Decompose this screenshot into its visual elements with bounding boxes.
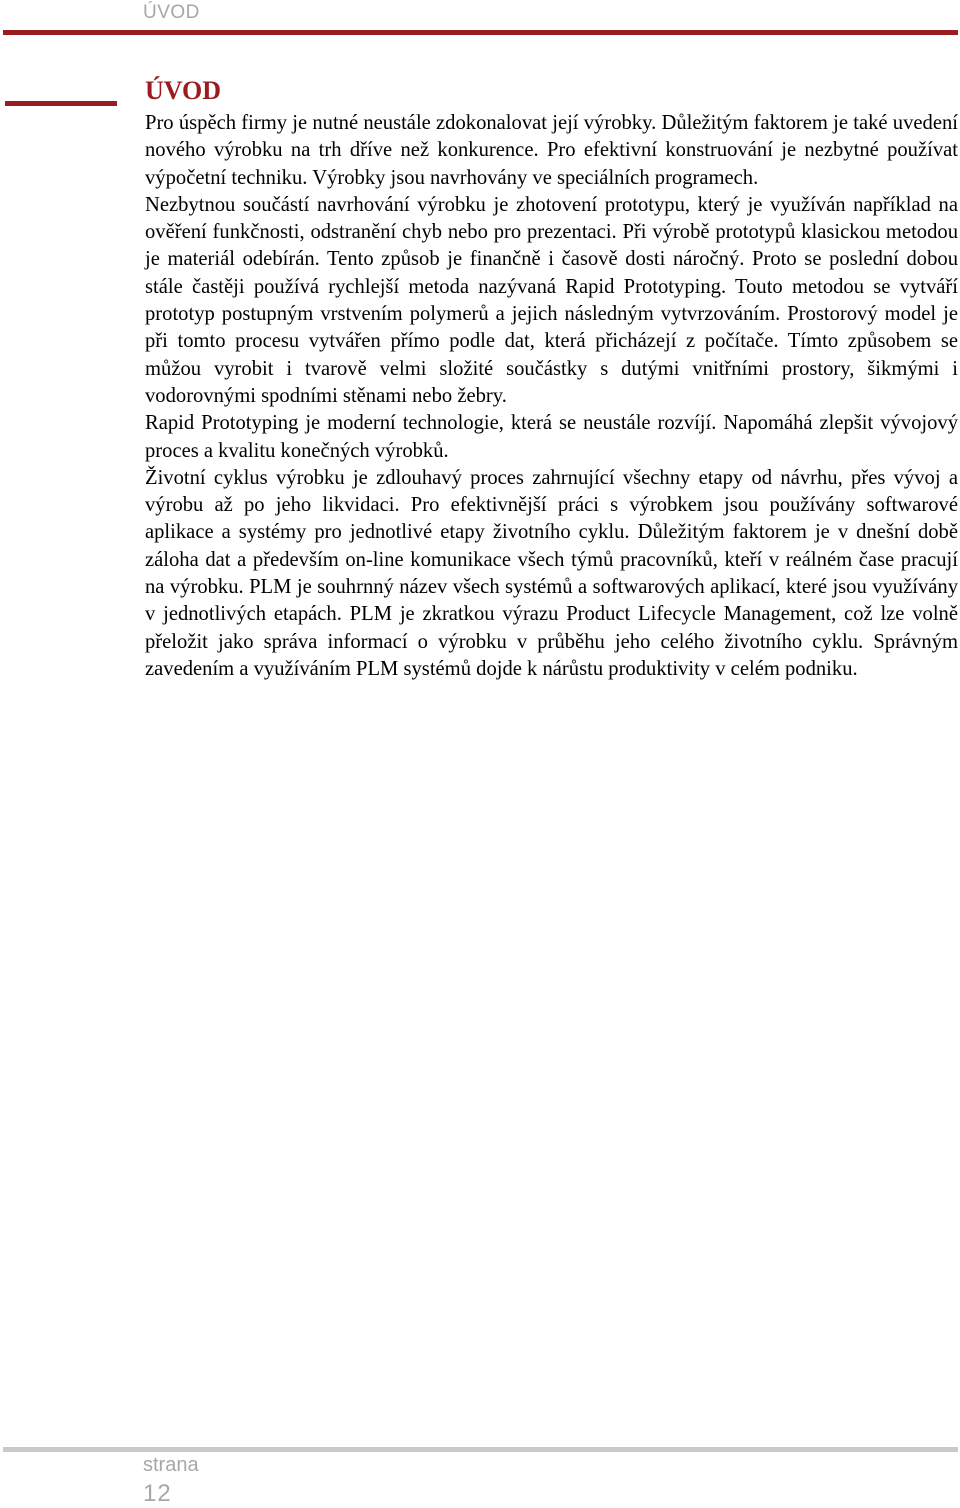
body-text xyxy=(145,110,958,683)
chapter-title: ÚVOD xyxy=(145,76,222,105)
paragraph-plm: Životní cyklus výrobku je zdlouhavý proces zahrnující všechny etapy od návrhu, přes vývoj a výrobu až po jeho likvidaci. Pro efektivnější práci s výrobkem jsou používány softwarové aplikace a systémy pro jednotlivé etapy životního cyklu. Důležitým faktorem je v dnešní době záloha dat a především on-line komunikace všech týmů pracovníků, kteří v reálném čase pracují na výrobku. PLM je souhrnný název všech systémů a softwarových aplikací, které jsou využívány v jednotlivých etapách. PLM je zkratkou výrazu Product Lifecycle Management, což lze volně přeložit jako správa informací o výrobku v průběhu jeho celého životního cyklu. Správným zavedením a využíváním PLM systémů dojde k nárůstu produktivity v celém podniku. xyxy=(145,466,958,680)
page-label: strana xyxy=(143,1454,199,1476)
footer-divider xyxy=(3,1447,958,1452)
chapter-marker-bar xyxy=(5,101,117,106)
paragraph-intro: Pro úspěch firmy je nutné neustále zdokonalovat její výrobky. Důležitým faktorem je také uvedení nového výrobku na trh dříve než konkurence. Pro efektivní konstruování je nezbytné používat výpočetní techniku. Výrobky jsou navrhovány ve speciálních programech. xyxy=(145,112,958,189)
paragraph-prototyping: Nezbytnou součástí navrhování výrobku je zhotovení prototypu, který je využíván například na ověření funkčnosti, odstranění chyb nebo pro prezentaci. Při výrobě prototypů klasickou metodou je materiál odebírán. Tento způsob je finančně i časově dosti náročný. Proto se poslední dobou stále častěji používá rychlejší metoda nazývaná Rapid Prototyping. Touto metodou se vytváří prototyp postupným vrstvením polymerů a jejich následným vytvrzováním. Prostorový model je při tomto procesu vytvářen přímo podle dat, která přicházejí z počítače. Tímto způsobem se můžou vyrobit i tvarově velmi složité součástky s dutými vnitřními prostory, šikmými i vodorovnými spodními stěnami nebo žebry. xyxy=(145,193,958,407)
running-header-title: ÚVOD xyxy=(143,2,200,23)
header-divider xyxy=(3,30,958,35)
paragraph-rapid-prototyping: Rapid Prototyping je moderní technologie, která se neustále rozvíjí. Napomáhá zlepšit vývojový proces a kvalitu konečných výrobků. xyxy=(145,412,958,462)
page-number: 12 xyxy=(143,1480,172,1507)
